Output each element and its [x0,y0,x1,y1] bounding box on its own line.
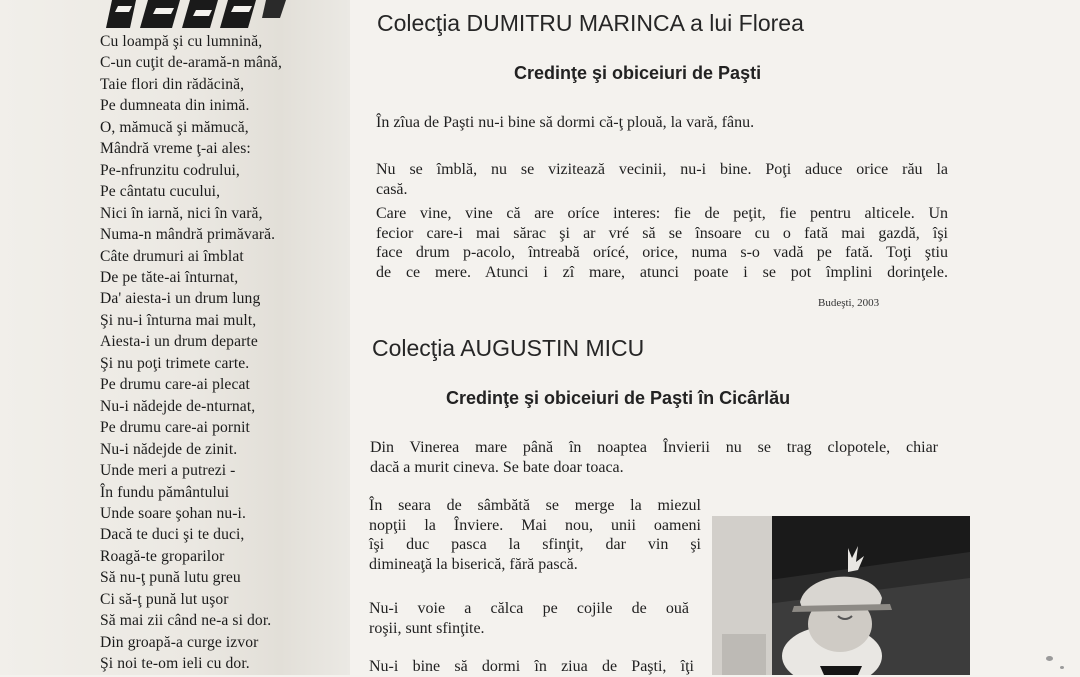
poem-line: Pe-nfrunzitu codrului, [100,161,240,179]
text-line: îşi duc pasca la sfinţit, dar vin şi [369,536,701,553]
photo-illustration [712,516,970,675]
poem-line: Taie flori din rădăcină, [100,75,245,93]
poem-line: Mândră vreme ţ-ai ales: [100,140,251,158]
text-line: Nu-i bine să dormi în ziua de Paşti, îţi [369,658,694,675]
poem-line: Dacă te duci şi te duci, [100,526,245,544]
poem-line: Câte drumuri ai îmblat [100,247,244,265]
section2-paragraph-2 [369,496,701,574]
text-line: face drum p-acolo, întreabă orícé, orice, numa s-o vadă pe fată. Toţi ştiu [376,244,948,261]
poem-line: Şi nu poţi trimete carte. [100,354,250,372]
text-line: dimineaţă la biserică, fără pască. [369,555,578,573]
poem-line: Pe drumu care-ai plecat [100,376,250,394]
poem-line: Pe dumneata din inimă. [100,97,250,115]
photo-man-in-traditional-hat [712,516,970,675]
section2-paragraph-1 [370,438,938,477]
poem-line: Ci să-ţ pună lut uşor [100,590,229,608]
poem-line: Roagă-te groparilor [100,547,225,565]
poem-line: Cu loampă şi cu lumnină, [100,33,263,50]
text-line: roşii, sunt sfinţite. [369,619,485,637]
section2-heading: Colecţia AUGUSTIN MICU [372,335,645,361]
text-line: dacă a murit cineva. Se bate doar toaca. [370,458,624,476]
poem-line: Să nu-ţ pună lutu greu [100,569,241,587]
scan-speck [1060,666,1064,669]
text-line: Nu se îmblă, nu se vizitează vecinii, nu-i bine. Poţi aduce orice rău la [376,161,948,178]
text-line: nopţii la Înviere. Mai nou, unii oameni [369,516,701,534]
poem-line: Şi nu-i înturna mai mult, [100,311,257,329]
section2-paragraph-3 [369,599,689,638]
poem-line: De pe tăte-ai înturnat, [100,268,239,286]
text-line: Din Vinerea mare până în noaptea Învierii nu se trag clopotele, chiar [370,439,938,456]
section1-subheading: Credinţe şi obiceiuri de Paşti [514,63,762,83]
scan-speck [1046,656,1053,661]
text-line: În seara de sâmbătă se merge la miezul [369,497,701,514]
poem-line: Unde meri a putrezi - [100,462,236,480]
text-line: de ce mere. Atunci i zî mare, atunci poate i se pot împlini dorinţele. [376,263,948,281]
poem-line: Pe drumu care-ai pornit [100,419,250,437]
poem-line: Aiesta-i un drum departe [100,333,258,351]
poem-line: C-un cuţit de-aramă-n mână, [100,54,282,72]
poem-line: Şi noi te-om ieli cu dor. [100,655,250,673]
poem-line: Să mai zii când ne-a si dor. [100,612,272,630]
poem-line: Da' aiesta-i un drum lung [100,290,261,308]
text-line: casă. [376,180,408,198]
section1-paragraph-3 [376,204,948,282]
text-line: Care vine, vine că are oríce interes: fie de peţit, fie pentru alticele. Un [376,205,948,222]
section2-subheading: Credinţe şi obiceiuri de Paşti în Cicârlău [446,388,791,408]
poem-line: Nu-i nădejde de zinit. [100,440,238,458]
section1-heading: Colecţia DUMITRU MARINCA a lui Florea [377,10,804,36]
text-line: Nu-i voie a călca pe cojile de ouă [369,600,689,617]
poem-line: Pe cântatu cucului, [100,183,221,201]
decorative-graphic [106,0,286,28]
poem-line: Unde soare şohan nu-i. [100,504,246,522]
section1-paragraph-2 [376,160,948,199]
poem-line: Numa-n mândră primăvară. [100,226,276,244]
section2-paragraph-4 [369,657,694,677]
text-line: fecior care-i mai sărac şi ar vré să se însoare cu o fată mai gazdă, îşi [376,224,948,242]
poem-line: Nu-i nădejde de-nturnat, [100,397,256,415]
section1-paragraph-1: În zîua de Paşti nu-i bine să dormi că-ţ plouă, la vară, fânu. [376,114,755,131]
poem-line: Din groapă-a curge izvor [100,633,259,651]
poem-line: În fundu pământului [100,483,230,501]
source-note: Budeşti, 2003 [818,297,880,309]
poem-text [100,31,282,675]
poem-column [0,0,350,675]
poem-line: Nici în iarnă, nici în vară, [100,204,263,222]
poem-line: O, mămucă şi mămucă, [100,118,249,136]
